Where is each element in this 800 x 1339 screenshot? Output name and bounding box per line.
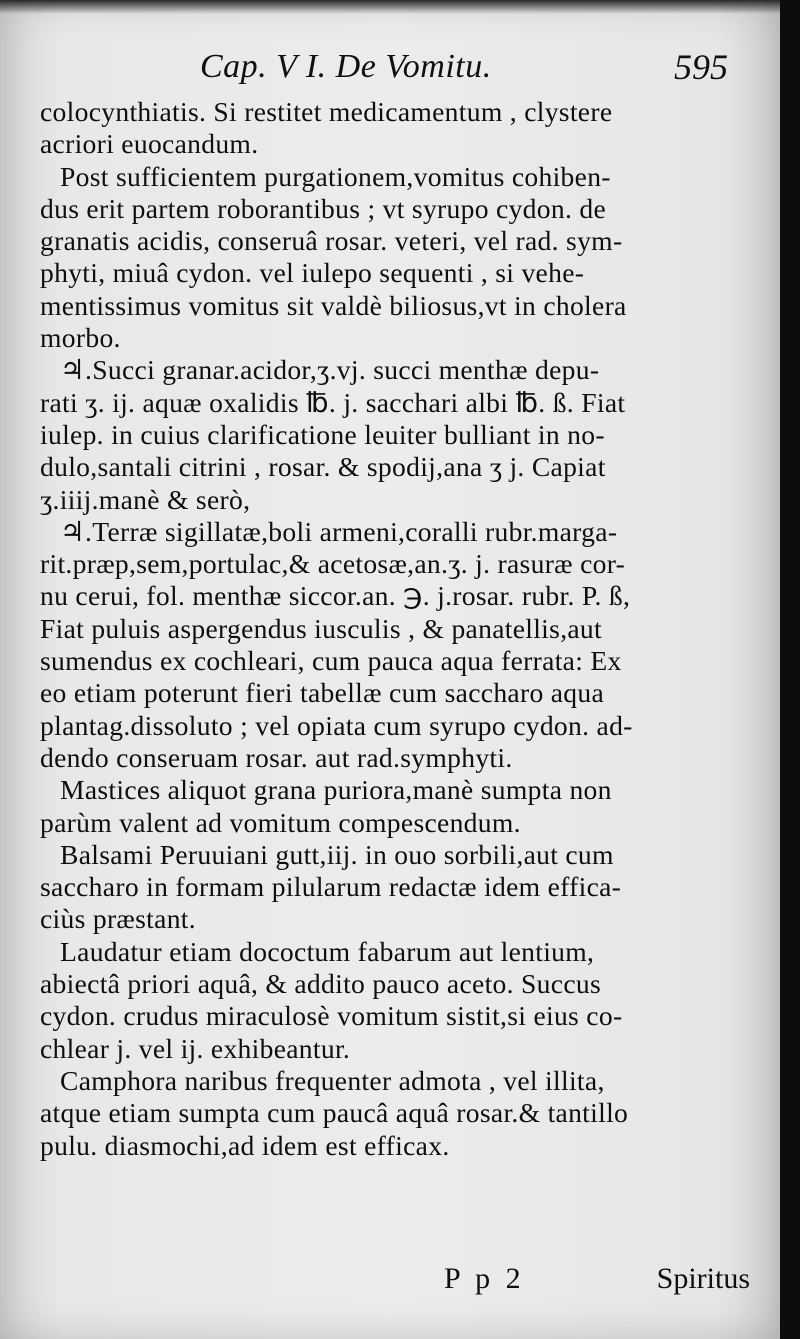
text-line: plantag.dissoluto ; vel opiata cum syrupo cydon. ad-: [40, 709, 633, 741]
text-line: dulo,santali citrini , rosar. & spodij,ana ʒ j. Capiat: [40, 451, 606, 483]
text-line: iulep. in cuius clarificatione leuiter bulliant in no-: [40, 418, 605, 450]
text-line: Post sufficientem purgationem,vomitus cohiben-: [60, 160, 611, 192]
text-line: sumendus ex cochleari, cum pauca aqua ferrata: Ex: [40, 645, 622, 677]
signature-mark: P p 2: [444, 1262, 525, 1295]
page-footer: [40, 1262, 750, 1306]
text-line: Camphora naribus frequenter admota , vel illita,: [60, 1064, 605, 1096]
text-line: ciùs præstant.: [40, 903, 196, 935]
text-line: morbo.: [40, 322, 121, 354]
text-line: ʒ.iiij.manè & serò,: [40, 483, 251, 515]
text-line: cydon. crudus miraculosè vomitum sistit,si eius co-: [40, 1000, 623, 1032]
text-line: dus erit partem roborantibus ; vt syrupo cydon. de: [40, 192, 606, 224]
page-header: [40, 40, 740, 100]
text-line: chlear j. vel ij. exhibeantur.: [40, 1032, 351, 1064]
text-line: Fiat puluis aspergendus iusculis , & panatellis,aut: [40, 612, 603, 644]
text-line: dendo conseruam rosar. aut rad.symphyti.: [40, 741, 513, 773]
text-line: Laudatur etiam dococtum fabarum aut lentium,: [60, 935, 595, 967]
text-line: eo etiam poterunt fieri tabellæ cum saccharo aqua: [40, 677, 605, 709]
running-title: Cap. V I. De Vomitu.: [200, 48, 492, 85]
text-line: phyti, miuâ cydon. vel iulepo sequenti , si vehe-: [40, 257, 585, 289]
text-line: colocynthiatis. Si restitet medicamentum , clystere: [40, 96, 613, 127]
text-line: parùm valent ad vomitum compescendum.: [40, 806, 521, 838]
body-text: [40, 96, 750, 1162]
scan-shadow-top: [0, 0, 780, 14]
text-line: acriori euocandum.: [40, 128, 259, 160]
catchword: Spiritus: [656, 1262, 750, 1295]
text-line: ♃.Terræ sigillatæ,boli armeni,coralli rubr.marga-: [60, 515, 618, 547]
text-line: rati ʒ. ij. aquæ oxalidis ℔. j. sacchari albi ℔. ß. Fiat: [40, 386, 626, 418]
text-line: pulu. diasmochi,ad idem est efficax.: [40, 1129, 450, 1161]
page-number: 595: [674, 47, 728, 87]
text-line: Balsami Peruuiani gutt,iij. in ouo sorbili,aut cum: [60, 838, 614, 870]
text-line: mentissimus vomitus sit valdè biliosus,vt in cholera: [40, 289, 627, 321]
text-line: rit.præp,sem,portulac,& acetosæ,an.ʒ. j. rasuræ cor-: [40, 548, 626, 580]
text-line: abiectâ priori aquâ, & addito pauco aceto. Succus: [40, 968, 601, 1000]
scan-edge-right: [780, 0, 800, 1339]
text-line: Mastices aliquot grana puriora,manè sumpta non: [60, 774, 612, 806]
text-line: nu cerui, fol. menthæ siccor.an. ℈. j.rosar. rubr. P. ß,: [40, 580, 631, 612]
text-line: granatis acidis, conseruâ rosar. veteri, vel rad. sym-: [40, 225, 623, 257]
text-line: ♃.Succi granar.acidor,ʒ.vj. succi menthæ depu-: [60, 354, 600, 386]
text-line: atque etiam sumpta cum paucâ aquâ rosar.& tantillo: [40, 1097, 629, 1129]
text-line: saccharo in formam pilularum redactæ idem effica-: [40, 871, 622, 903]
